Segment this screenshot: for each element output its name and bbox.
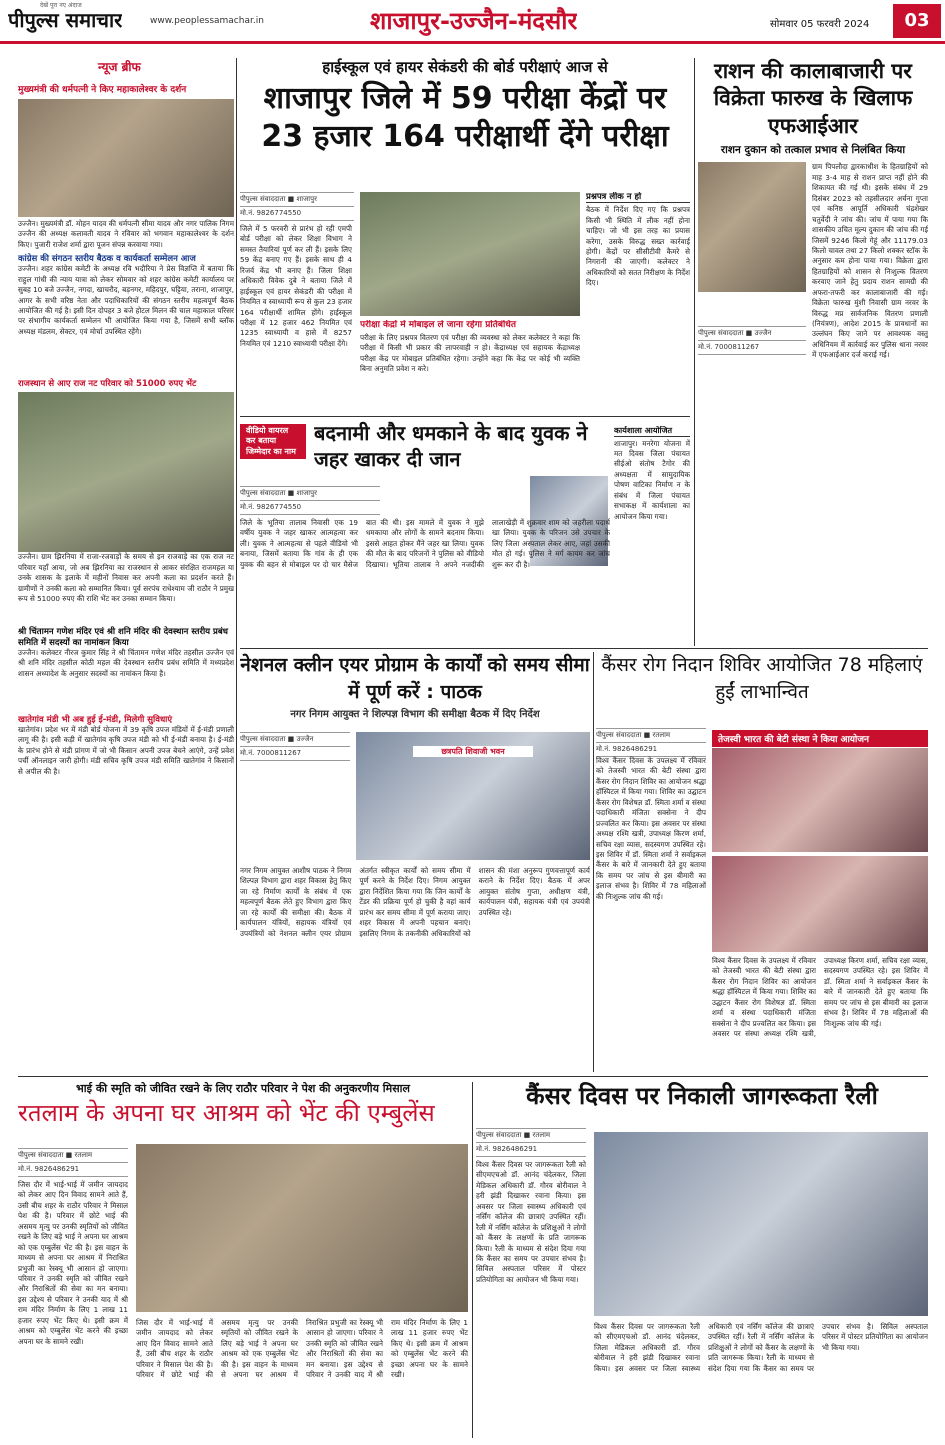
brief-item2-body: उज्जैन। शहर कांग्रेस कमेटी के अध्यक्ष रवि भदौरिया ने प्रेस विज्ञप्ति में बताया कि राहुल गांधी की न्याय यात्रा को लेकर सोमवार को शहर कांग्रेस कमेटी कार्यालय पर सुबह 10 बजे उज्जैन, नगदा, खाचरौद, बड़नगर, महिदपुर, घट्टिया, तराना, शाजापुर, आगर के सभी वरिष्ठ नेता और पदाधिकारियों की संगठन स्तरीय महत्वपूर्ण बैठक आयोजित की गई है। इसी दिन दोपहर 3 बजे होटल मिलन की चाल महाकाल परिसर पर संभागीय कार्यकर्ता सम्मेलन भी आयोजित किया गया है, जिसमें सभी ब्लॉक अध्यक्ष मंडलम, सेक्टर, एवं मोर्चा उपस्थित रहेंगे। bbox=[18, 264, 234, 336]
exam-photo bbox=[360, 192, 580, 316]
exam-kicker: हाईस्कूल एवं हायर सेकंडरी की बोर्ड परीक्षाएं आज से bbox=[322, 58, 608, 76]
ambulance-kicker: भाई की स्मृति को जीवित रखने के लिए राठौर परिवार ने पेश की अनुकरणीय मिसाल bbox=[76, 1082, 410, 1095]
ambulance-headline: रतलाम के अपना घर आश्रम को भेंट की एम्बुलेंस bbox=[18, 1099, 435, 1128]
page-number: 03 bbox=[893, 4, 941, 38]
brief-item5-body: खातेगांव। प्रदेश भर में मंडी बोर्ड योजना में 39 कृषि उपज मंडियों में ई-मंडी प्रणाली लागू की है। इसी कड़ी में खातेगांव कृषि उपज मंडी को भी ई-मंडी बनाया है। ई-मंडी के प्रारंभ होने से मंडी प्रांगण में जो भी किसान अपनी उपज बेचने आएंगे, उन्हें प्रवेश पर्ची ऑनलाइन जारी होगी। मंडी सचिव कृषि उपज मंडी समिति खातेगांव ने किसानों से अपील की है। bbox=[18, 725, 234, 776]
cancer-camp-byline: पीपुल्स संवाददाता ■ रतलाम bbox=[596, 728, 706, 743]
row-rule bbox=[18, 1076, 928, 1077]
cancer-camp-photo-2 bbox=[712, 856, 928, 952]
brief-item4-title: श्री चिंतामन गणेश मंदिर एवं श्री शनि मंदिर की देवस्थान स्तरीय प्रबंध समिति में सदस्यों का नामांकन किया bbox=[18, 627, 228, 648]
clean-air-mobile: मो.नं. 7000811267 bbox=[240, 747, 350, 761]
brief-item5-title: खातेगांव मंडी भी अब हुई ई-मंडी, मिलेगी सुविधाएं bbox=[18, 714, 173, 725]
brief-item1-body: उज्जैन। मुख्यमंत्री डॉ. मोहन यादव की धर्मपत्नी सीमा यादव और नगर पालिक निगम उज्जैन की अध्यक्ष कलावती यादव ने रविवार को भगवान महाकालेश्वर के दर्शन किए। पुजारी राजेश शर्मा द्वारा पूजन संपन्न करवाया गया। bbox=[18, 218, 234, 249]
brief-item2-title: कांग्रेस की संगठन स्तरीय बैठक व कार्यकर्ता सम्मेलन आज bbox=[18, 254, 196, 265]
exam-side-body: बैठक में निर्देश दिए गए कि प्रश्नपत्र किसी भी स्थिति में लीक नहीं होना चाहिए। जो भी इस तरह का प्रयास करेगा, उसके विरुद्ध सख्त कार्रवाई होगी। केंद्रों पर सीसीटीवी कैमरे से निगरानी की जाएगी। कलेक्टर ने अधिकारियों को सतत निरीक्षण के निर्देश दिए। bbox=[586, 205, 690, 288]
ambulance-body-cont: जिस दौर में भाई-भाई में जमीन जायदाद को लेकर आए दिन विवाद सामने आते हैं, उसी बीच शहर के राठौर परिवार ने मिसाल पेश की है। परिवार में छोटे भाई की असमय मृत्यु पर उनकी स्मृतियों को जीवित रखने के लिए बड़े भाई ने अपना घर आश्रम को एक एम्बुलेंस भेंट की है। इस वाहन के माध्यम से अपना घर आश्रम में निराश्रित प्रभुजी का रेस्क्यू भी आसान हो जाएगा। परिवार ने उनकी स्मृति को जीवित रखने और निराश्रितों की सेवा का मन बनाया। इस उद्देश्य से परिवार ने उनकी याद में श्री राम मंदिर निर्माण के लिए 1 लाख 11 हजार रुपए भेंट किए थे। इसी क्रम में आश्रम को एम्बुलेंस भेंट करने की इच्छा अपना घर के सामने रखी। bbox=[136, 1318, 468, 1380]
clean-air-headline: नेशनल क्लीन एयर प्रोग्राम के कार्यों को समय सीमा में पूर्ण करें : पाठक bbox=[240, 654, 590, 703]
column-rule bbox=[694, 58, 695, 646]
exam-byline: पीपुल्स संवाददाता ■ शाजापुर bbox=[240, 192, 354, 207]
exam-side-title: प्रश्नपत्र लीक न हो bbox=[586, 192, 690, 203]
cancer-camp-headline: कैंसर रोग निदान शिविर आयोजित 78 महिलाएं हुईं लाभान्वित bbox=[601, 654, 923, 703]
exam-photo-caption: परीक्षा केंद्रों में मोबाइल ले जाना रहेगा प्रतिबंधित bbox=[360, 320, 516, 330]
rally-story bbox=[476, 1082, 928, 1438]
rally-headline: कैंसर दिवस पर निकाली जागरूकता रैली bbox=[526, 1082, 878, 1110]
ration-mobile: मो.नं. 7000811267 bbox=[698, 341, 806, 355]
rally-byline: पीपुल्स संवाददाता ■ रतलाम bbox=[476, 1128, 586, 1143]
column-rule bbox=[593, 652, 594, 1072]
suicide-story bbox=[240, 420, 690, 642]
brief-item1-photo bbox=[18, 99, 234, 217]
rally-body-cont: विश्व कैंसर दिवस पर जागरूकता रैली को सीएमएचओ डॉ. आनंद चंदेलकर, जिला मेडिकल अधिकारी डॉ. गौरव बोरीवाल ने हरी झंडी दिखाकर रवाना किया। इस अवसर पर जिला स्वास्थ्य अधिकारी एवं नर्सिंग कॉलेज की छात्राएं उपस्थित रहीं। रैली में नर्सिंग कॉलेज के प्रशिक्षुओं ने लोगों को कैंसर के लक्षणों के प्रति जागरूक किया। रैली के माध्यम से संदेश दिया गया कि कैंसर का समय पर उपचार संभव है। सिविल अस्पताल परिसर में पोस्टर प्रतियोगिता का आयोजन भी किया गया। bbox=[594, 1322, 928, 1373]
clean-air-body: नगर निगम आयुक्त आशीष पाठक ने निगम शिल्पज्ञ विभाग द्वारा शहर विकास हेतु किए जा रहे निर्माण कार्यों के संबंध में एक महत्वपूर्ण बैठक लेते हुए विभाग द्वारा किए जा रहे कार्यों की समीक्षा की। बैठक में कार्यपालन यंत्रियों, सहायक यंत्रियों एवं उपयंत्रियों को नेशनल क्लीन एयर प्रोग्राम अंतर्गत स्वीकृत कार्यों को समय सीमा में पूर्ण करने के निर्देश दिए। निगम आयुक्त द्वारा निर्देशित किया गया कि जिन कार्यों के टेंडर की प्रक्रिया पूर्ण हो चुकी है वहां कार्य प्रारंभ कर समय सीमा में पूर्ण कराया जाए। शहर विकास में अपनी पहचान बनाएं। इसलिए निगम के तकनीकी अधिकारियों को शासन की मंशा अनुरूप गुणवत्तापूर्ण कार्य कराने के निर्देश दिए। बैठक में अपर आयुक्त संतोष गुप्ता, अधीक्षण यंत्री, कार्यपालन यंत्री, सहायक यंत्री एवं उपयंत्री उपस्थित रहे। bbox=[240, 866, 590, 938]
ambulance-mobile: मो.नं. 9826486291 bbox=[18, 1163, 128, 1177]
website-link[interactable]: www.peoplessamachar.in bbox=[150, 16, 264, 26]
cancer-camp-body-cont: विश्व कैंसर दिवस के उपलक्ष्य में रविवार को तेजस्वी भारत की बेटी संस्था द्वारा कैंसर रोग निदान शिविर का आयोजन श्रद्धा हॉस्पिटल में किया गया। शिविर का उद्घाटन कैंसर रोग विशेषज्ञ डॉ. स्मिता शर्मा व संस्था पदाधिकारी मंजिता सक्सेना ने दीप प्रज्वलित कर किया। इस अवसर पर संस्था अध्यक्ष रश्मि खत्री, उपाध्यक्ष किरण शर्मा, सचिव रक्षा व्यास, सदस्यगण उपस्थित रहे। इस शिविर में डॉ. स्मिता शर्मा ने सर्वाइकल कैंसर के बारे में जानकारी देते हुए बताया कि समय पर जांच से इस बीमारी का इलाज संभव है। शिविर में 78 महिलाओं की निःशुल्क जांच की गई। bbox=[712, 956, 928, 1039]
suicide-mobile: मो.नं. 9826774550 bbox=[240, 501, 380, 515]
brief-item4-body: उज्जैन। कलेक्टर नीरज कुमार सिंह ने श्री चिंतामन गणेश मंदिर तहसील उज्जैन एवं श्री शनि मंदिर तहसील कोठी महल की देवस्थान स्तरीय प्रबंध समिति में मध्यप्रदेश शासन अध्यादेश के अनुसार सदस्यों का नामांकन किया है। bbox=[18, 647, 234, 678]
column-rule bbox=[472, 1082, 473, 1438]
row-rule bbox=[240, 416, 690, 417]
ration-body: ग्राम पिपलौदा द्वारकाधीश के हितग्राहियों को माह 3-4 माह से राशन प्राप्त नहीं होने की शिकायत की गई थी। इसके संबंध में 29 दिसंबर 2023 को तहसीलदार अर्चना गुप्ता एवं कनिष्ठ आपूर्ति अधिकारी चंद्रशेखर चतुर्वेदी ने जांच की। जांच में पाया गया कि शासकीय उचित मूल्य दुकान की जांच की गई जिसमें 9246 किलो गेहूं और 11179.03 किलो चावल तथा 27 किलो शक्कर स्टॉक के अनुसार कम होना पाया गया। विक्रेता द्वारा हितग्राहियों को शासन से निःशुल्क वितरण करवाए जाने हेतु प्रदाय राशन सामग्री की अफरा-तफरी कर कालाबाजारी की गई। विक्रेता फारुख मुंशी निवासी ग्राम नरवर के विरुद्ध मप्र सार्वजनिक वितरण प्रणाली (नियंत्रण), आदेश 2015 के प्रावधानों का उल्लंघन किए जाने पर आवश्यक वस्तु अधिनियम में कार्रवाई कर पुलिस थाना नरवर में एफआईआर दर्ज कराई गई। bbox=[812, 162, 928, 360]
cancer-camp-story bbox=[596, 652, 928, 1072]
rally-mobile: मो.नं. 9826486291 bbox=[476, 1143, 586, 1157]
masthead bbox=[0, 0, 945, 44]
clean-air-photo bbox=[356, 732, 590, 860]
news-brief-column bbox=[18, 58, 234, 930]
suicide-body: जिले के भूतिया तालाब निवासी एक 19 वर्षीय युवक ने जहर खाकर आत्महत्या कर ली। युवक ने आत्महत्या से पहले वीडियो भी बनाया, जिसमें बताया कि गांव के ही एक युवक की बहन से मोबाइल पर दो चार मैसेज बात की थी। इस मामले में युवक ने मुझे धमकाया और लोगों के सामने बदनाम किया। इससे आहत होकर मैंने जहर खा लिया। युवक की मौत के बाद परिजनों ने पुलिस को वीडियो दिखाया। भूतिया तालाब ने अपने नजदीकी लालाखेड़ी में शुक्रवार शाम को जहरीला पदार्थ खा लिया। युवक के परिजन उसे उपचार के लिए जिला अस्पताल लेकर आए, जहां उसकी मौत हो गई। पुलिस ने मर्ग कायम कर जांच शुरू कर दी है। bbox=[240, 518, 610, 569]
cancer-camp-body: विश्व कैंसर दिवस के उपलक्ष्य में रविवार को तेजस्वी भारत की बेटी संस्था द्वारा कैंसर रोग निदान शिविर का आयोजन श्रद्धा हॉस्पिटल में किया गया। शिविर का उद्घाटन कैंसर रोग विशेषज्ञ डॉ. स्मिता शर्मा व संस्था पदाधिकारी मंजिता सक्सेना ने दीप प्रज्वलित कर किया। इस अवसर पर संस्था अध्यक्ष रश्मि खत्री, उपाध्यक्ष किरण शर्मा, सचिव रक्षा व्यास, सदस्यगण उपस्थित रहे। इस शिविर में डॉ. स्मिता शर्मा ने सर्वाइकल कैंसर के बारे में जानकारी देते हुए बताया कि समय पर जांच से इस बीमारी का इलाज संभव है। शिविर में 78 महिलाओं की निःशुल्क जांच की गई। bbox=[596, 756, 706, 901]
brief-item1-title: मुख्यमंत्री की धर्मपत्नी ने किए महाकालेश्वर के दर्शन bbox=[18, 85, 187, 95]
suicide-tag: वीडियो वायरल कर बताया जिम्मेदार का नाम bbox=[240, 424, 306, 459]
issue-date: सोमवार 05 फरवरी 2024 bbox=[770, 19, 870, 30]
exam-mobile: मो.नं. 9826774550 bbox=[240, 207, 354, 221]
ambulance-byline: पीपुल्स संवाददाता ■ रतलाम bbox=[18, 1148, 128, 1163]
section-title: शाजापुर-उज्जैन-मंदसौर bbox=[370, 7, 578, 35]
exam-side-box bbox=[586, 192, 690, 412]
ambulance-photo bbox=[136, 1144, 468, 1312]
brief-item3-body: उज्जैन। ग्राम झिरनिया में राजा-रजवाड़ों के समय से इन राजवाड़े का एक राज नट परिवार यहाँ आया, जो अब झिरनिया का राजस्थान से आकर संरक्षित राजमहल या उनके शासक के इलाके में महीनों निवास कर अपनी कला का प्रदर्शन करते हैं। ग्रामीणों ने उनकी कला को सम्मानित किया। पूर्व सरपंच राधेश्याम जी राठौर ने प्रमुख रूप से 51000 रुपए की राशि भेंट कर उनका सम्मान किया। bbox=[18, 552, 234, 604]
ration-story bbox=[698, 58, 928, 646]
cancer-camp-photo-1 bbox=[712, 748, 928, 852]
cancer-camp-mobile: मो.नं. 9826486291 bbox=[596, 743, 706, 757]
ration-photo bbox=[698, 162, 806, 292]
ambulance-body: जिस दौर में भाई-भाई में जमीन जायदाद को लेकर आए दिन विवाद सामने आते हैं, उसी बीच शहर के राठौर परिवार ने मिसाल पेश की है। परिवार में छोटे भाई की असमय मृत्यु पर उनकी स्मृतियों को जीवित रखने के लिए बड़े भाई ने अपना घर आश्रम को एक एम्बुलेंस भेंट की है। इस वाहन के माध्यम से अपना घर आश्रम में निराश्रित प्रभुजी का रेस्क्यू भी आसान हो जाएगा। परिवार ने उनकी स्मृति को जीवित रखने और निराश्रितों की सेवा का मन बनाया। इस उद्देश्य से परिवार ने उनकी याद में श्री राम मंदिर निर्माण के लिए 1 लाख 11 हजार रुपए भेंट किए थे। इसी क्रम में आश्रम को एम्बुलेंस भेंट करने की इच्छा अपना घर के सामने रखी। bbox=[18, 1180, 128, 1346]
clean-air-subhead: नगर निगम आयुक्त ने शिल्पज्ञ विभाग की समीक्षा बैठक में दिए निर्देश bbox=[290, 709, 540, 721]
column-rule bbox=[236, 58, 237, 930]
exam-caption-body: परीक्षा के लिए प्रश्नपत्र वितरण एवं परीक्षा की व्यवस्था को लेकर कलेक्टर ने कहा कि परीक्षा में किसी भी प्रकार की लापरवाही न हो। केंद्राध्यक्ष एवं सहायक केंद्राध्यक्ष परीक्षा केंद्र पर मोबाइल प्रतिबंधित रहेगा। उन्होंने कहा कि केंद्र पर कोई भी व्यक्ति बिना अनुमति प्रवेश न करे। bbox=[360, 332, 580, 374]
exam-body: जिले में 5 फरवरी से प्रारंभ हो रही एमपी बोर्ड परीक्षा को लेकर शिक्षा विभाग ने समस्त तैयारियां पूर्ण कर ली हैं। इसके लिए 59 केंद्र बनाए गए हैं। इसके साथ ही 4 रिजर्व केंद्र भी बनाए हैं। जिला शिक्षा अधिकारी विवेक दुबे ने बताया जिले में हाईस्कूल एवं हायर सेकंडरी की परीक्षा में नियमित व स्वाध्यायी रूप से कुल 23 हजार 164 परीक्षार्थी शामिल होंगे। हाईस्कूल परीक्षा में 12 हजार 462 नियमित एवं 1235 स्वाध्यायी व हासे में 8257 नियमित एवं 1210 स्वाध्यायी परीक्षा देंगे। bbox=[240, 224, 352, 348]
exam-story bbox=[240, 58, 690, 414]
suicide-side-body: शाजापुर। मनरेगा योजना में मत दिवस जिला पंचायत सीईओ संतोष टैगोर की अध्यक्षता में सामुदायिक पोषण वाटिका निर्माण न के संबंध में जिला पंचायत सभाकक्ष में कार्यशाला का आयोजन किया गया। bbox=[614, 438, 690, 521]
brief-item3-title: राजस्थान से आए राज नट परिवार को 51000 रुपए भेंट bbox=[18, 379, 197, 390]
ration-byline: पीपुल्स संवाददाता ■ उज्जैन bbox=[698, 326, 806, 341]
suicide-side-title: कार्यशाला आयोजित bbox=[614, 426, 690, 437]
logo-tagline: देखें पूरा नए अंदाज bbox=[40, 2, 82, 9]
brief-item3-photo bbox=[18, 392, 234, 552]
clean-air-photo-banner: छत्रपति शिवाजी भवन bbox=[413, 746, 533, 757]
rally-photo bbox=[594, 1132, 928, 1316]
cancer-camp-tag: तेजस्वी भारत की बेटी संस्था ने किया आयोजन bbox=[712, 730, 928, 747]
suicide-byline: पीपुल्स संवाददाता ■ शाजापुर bbox=[240, 486, 380, 501]
suicide-headline: बदनामी और धमकाने के बाद युवक ने जहर खाकर दी जान bbox=[314, 421, 588, 471]
ration-subhead: राशन दुकान को तत्काल प्रभाव से निलंबित किया bbox=[720, 143, 906, 156]
clean-air-story bbox=[240, 652, 590, 1072]
ration-headline: राशन की कालाबाजारी पर विक्रेता फारुख के खिलाफ एफआईआर bbox=[713, 59, 913, 138]
ambulance-story bbox=[18, 1082, 468, 1438]
clean-air-byline: पीपुल्स संवाददाता ■ उज्जैन bbox=[240, 732, 350, 747]
brief-label: न्यूज ब्रीफ bbox=[98, 60, 141, 74]
exam-headline: शाजापुर जिले में 59 परीक्षा केंद्रों पर 23 हजार 164 परीक्षार्थी देंगे परीक्षा bbox=[261, 81, 669, 155]
row-rule bbox=[240, 648, 928, 649]
suicide-side-box bbox=[614, 426, 690, 642]
newspaper-logo: पीपुल्स समाचार bbox=[8, 8, 123, 32]
rally-body: विश्व कैंसर दिवस पर जागरूकता रैली को सीएमएचओ डॉ. आनंद चंदेलकर, जिला मेडिकल अधिकारी डॉ. गौरव बोरीवाल ने हरी झंडी दिखाकर रवाना किया। इस अवसर पर जिला स्वास्थ्य अधिकारी एवं नर्सिंग कॉलेज की छात्राएं उपस्थित रहीं। रैली में नर्सिंग कॉलेज के प्रशिक्षुओं ने लोगों को कैंसर के लक्षणों के प्रति जागरूक किया। रैली के माध्यम से संदेश दिया गया कि कैंसर का समय पर उपचार संभव है। सिविल अस्पताल परिसर में पोस्टर प्रतियोगिता का आयोजन भी किया गया। bbox=[476, 1160, 586, 1284]
exam-photo-caption-box bbox=[360, 320, 580, 412]
